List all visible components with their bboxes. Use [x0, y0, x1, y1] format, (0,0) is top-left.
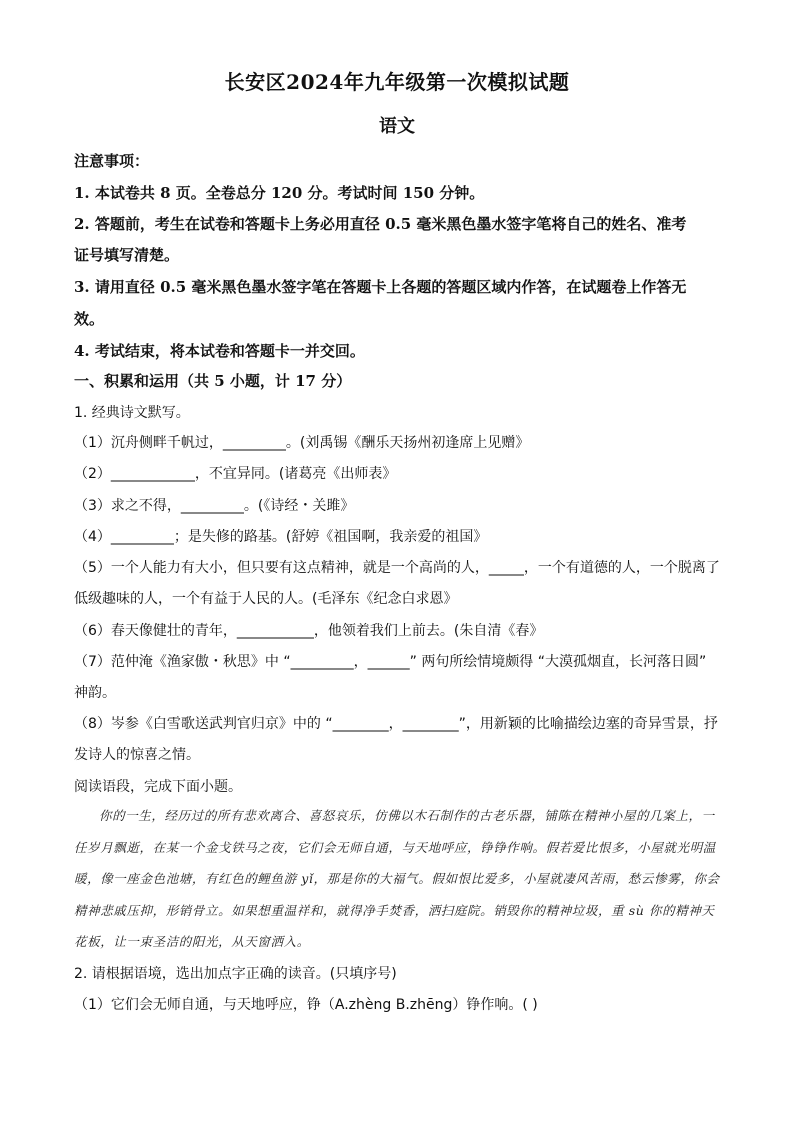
- notice-item-2-line-2: 证号填写清楚。: [74, 246, 180, 264]
- question-2-part-1: （1）它们会无师自通，与天地呼应，铮（A.zhèng B.zhēng）铮作响。( ): [74, 997, 538, 1013]
- question-1-part-5-line-2: 低级趣味的人，一个有益于人民的人。(毛泽东《纪念白求恩》: [74, 591, 458, 607]
- reading-passage: 你的一生，经历过的所有悲欢离合、喜怒哀乐，仿佛以木石制作的古老乐器，铺陈在精神小屋的几案上，一任岁月飘逝，在某一个金戈铁马之夜，它们会无师自通，与天地呼应，铮铮作响。假若爱比恨多，小屋就光明温暖，像一座金色池塘，有红色的鲤鱼游 yǐ，那是你的大福气。假如恨比爱多，小屋就凄风苦雨，愁云惨雾，你会精神悲戚压抑，形销骨立。如果想重温祥和，就得净手焚香，洒扫庭院。销毁你的精神垃圾，重 sù 你的精神天花板，让一束圣洁的阳光，从天窗洒入。: [74, 808, 720, 949]
- notice-item-3-line-2: 效。: [74, 310, 105, 328]
- question-1-part-5-line-1: （5）一个人能力有大小，但只要有这点精神，就是一个高尚的人，_____，一个有道德的人，一个脱离了: [74, 560, 720, 576]
- notice-item-4: 4. 考试结束，将本试卷和答题卡一并交回。: [74, 342, 365, 360]
- question-1-part-1: （1）沉舟侧畔千帆过，_________。(刘禹锡《酬乐天扬州初逢席上见赠》: [74, 435, 530, 451]
- notice-item-2-line-1: 2. 答题前，考生在试卷和答题卡上务必用直径 0.5 毫米黑色墨水签字笔将自己的姓名、准考: [74, 215, 687, 233]
- section-heading: 一、积累和运用（共 5 小题，计 17 分）: [74, 372, 352, 390]
- question-1-part-8-line-1: （8）岑参《白雪歌送武判官归京》中的 “________，________”，用新颖的比喻描绘边塞的奇异雪景，抒: [74, 716, 718, 732]
- subject-title: 语文: [379, 116, 415, 137]
- notice-heading: 注意事项：: [74, 152, 150, 170]
- notice-item-3-line-1: 3. 请用直径 0.5 毫米黑色墨水签字笔在答题卡上各题的答题区域内作答，在试题卷上作答无: [74, 278, 687, 296]
- question-1-part-6: （6）春天像健壮的青年，___________，他领着我们上前去。(朱自清《春》: [74, 623, 544, 639]
- notice-item-1: 1. 本试卷共 8 页。全卷总分 120 分。考试时间 150 分钟。: [74, 184, 485, 202]
- question-1-title: 1. 经典诗文默写。: [74, 405, 190, 421]
- exam-title: 长安区2024年九年级第一次模拟试题: [224, 70, 570, 94]
- question-1-part-3: （3）求之不得，_________。(《诗经・关雎》: [74, 498, 355, 514]
- question-2-title: 2. 请根据语境，选出加点字正确的读音。(只填序号): [74, 966, 397, 982]
- question-1-part-4: （4）_________；是失修的路基。(舒婷《祖国啊，我亲爱的祖国》: [74, 529, 488, 545]
- question-1-part-7-line-2: 神韵。: [74, 685, 116, 701]
- question-1-part-8-line-2: 发诗人的惊喜之情。: [74, 747, 200, 763]
- reading-intro: 阅读语段，完成下面小题。: [74, 779, 242, 795]
- question-1-part-7-line-1: （7）范仲淹《渔家傲・秋思》中 “_________，______” 两句所绘情境颇得 “大漠孤烟直，长河落日圆”: [74, 654, 707, 670]
- question-1-part-2: （2）____________，不宜异同。(诸葛亮《出师表》: [74, 466, 397, 482]
